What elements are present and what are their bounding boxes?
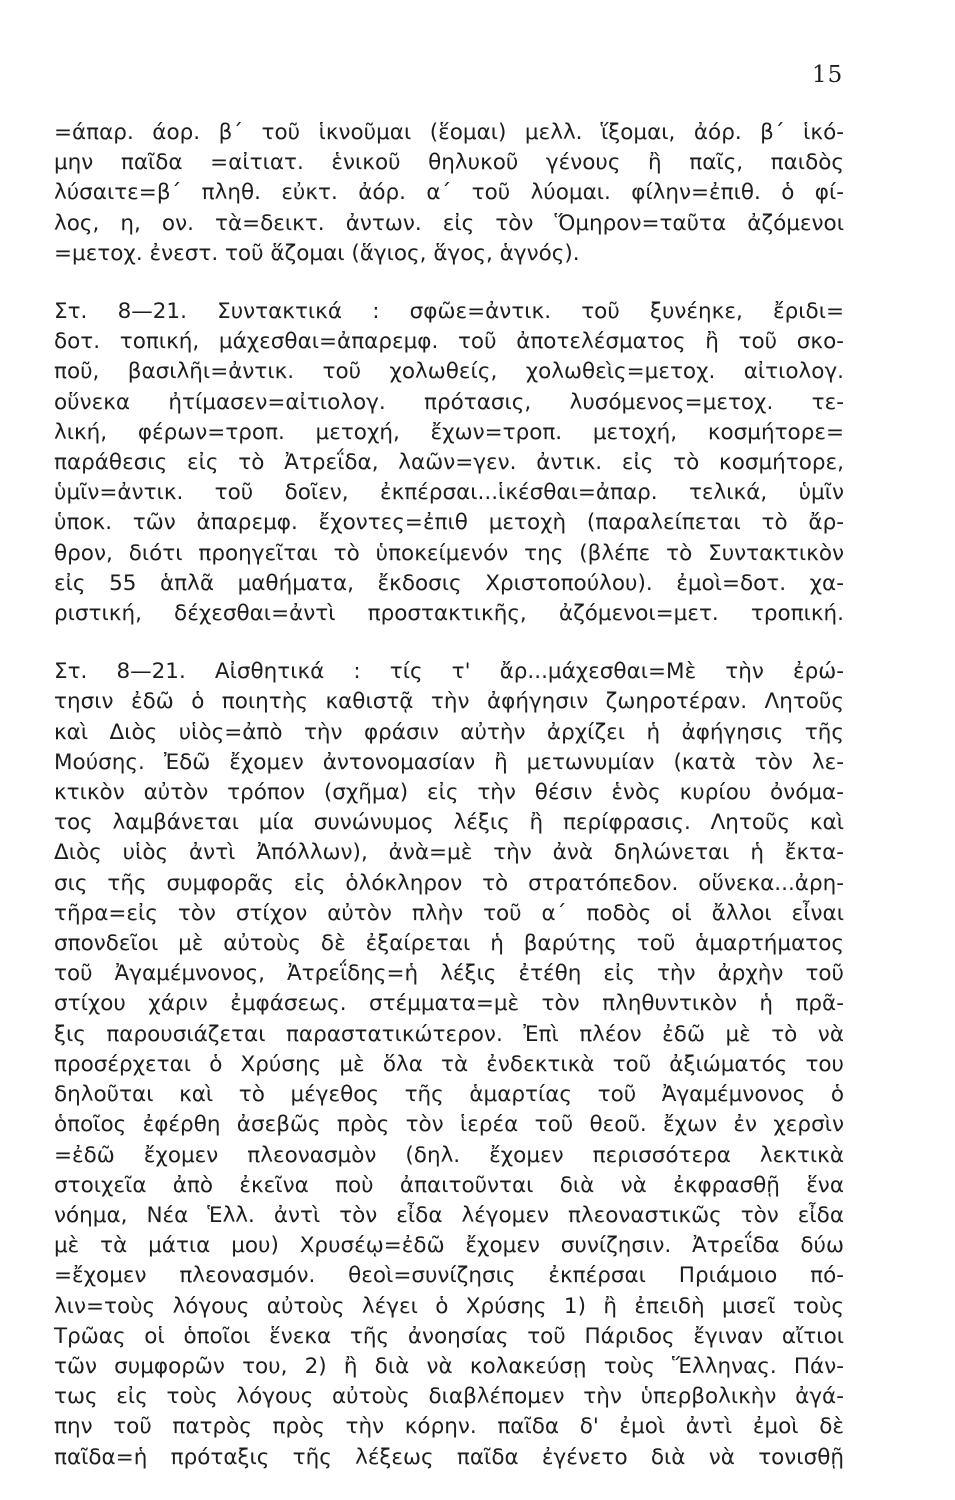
paragraph-syntactic <box>54 297 844 629</box>
text-line: κτικὸν αὐτὸν τρόπον (σχῆμα) εἰς τὴν θέσιν ἑνὸς κυρίου ὀνόμα- <box>54 780 844 806</box>
text-line: λος, η, ον. τὰ=δεικτ. ἀντων. εἰς τὸν Ὅμηρον=ταῦτα ἀζόμενοι <box>54 210 844 236</box>
text-line: προσέρχεται ὁ Χρύσης μὲ ὅλα τὰ ἐνδεκτικὰ τοῦ ἀξιώματός του <box>54 1051 844 1077</box>
text-line: =μετοχ. ἐνεστ. τοῦ ἅζομαι (ἅγιος, ἅγος, ἁγνός). <box>54 240 580 266</box>
text-line: εἰς 55 ἁπλᾶ μαθήματα, ἔκδοσις Χριστοπούλου). ἐμοὶ=δοτ. χα- <box>54 570 844 596</box>
text-line: λύσαιτε=β΄ πληθ. εὐκτ. ἀόρ. α΄ τοῦ λύομαι. φίλην=ἐπιθ. ὁ φί- <box>54 180 844 206</box>
text-line: ὑποκ. τῶν ἀπαρεμφ. ἔχοντες=ἐπιθ μετοχὴ (παραλείπεται τὸ ἄρ- <box>54 510 844 536</box>
text-line: Στ. 8—21. Συντακτικά : σφῶε=ἀντικ. τοῦ ξυνέηκε, ἔριδι= <box>54 299 844 325</box>
body-text <box>54 118 844 1473</box>
text-line: οὕνεκα ἠτίμασεν=αἰτιολογ. πρότασις, λυσόμενος=μετοχ. τε- <box>54 389 844 415</box>
text-line: καὶ Διὸς υἱὸς=ἀπὸ τὴν φράσιν αὐτὴν ἀρχίζει ἡ ἀφήγησις τῆς <box>54 719 844 745</box>
text-line: τοῦ Ἀγαμέμνονος, Ἀτρεΐδης=ἡ λέξις ἐτέθη εἰς τὴν ἀρχὴν τοῦ <box>54 961 844 987</box>
text-line: μην παῖδα =αἰτιατ. ἑνικοῦ θηλυκοῦ γένους ἢ παῖς, παιδὸς <box>54 150 844 176</box>
text-line: Μούσης. Ἐδῶ ἔχομεν ἀντονομασίαν ἢ μετωνυμίαν (κατὰ τὸν λε- <box>54 749 844 775</box>
text-line: ὑμῖν=ἀντικ. τοῦ δοῖεν, ἐκπέρσαι...ἱκέσθαι=ἀπαρ. τελικά, ὑμῖν <box>54 480 844 506</box>
text-line: =ἐδῶ ἔχομεν πλεονασμὸν (δηλ. ἔχομεν περισσότερα λεκτικὰ <box>54 1142 844 1168</box>
text-line: νόημα, Νέα Ἑλλ. ἀντὶ τὸν εἶδα λέγομεν πλεοναστικῶς τὸν εἶδα <box>54 1202 844 1228</box>
text-line: τος λαμβάνεται μία συνώνυμος λέξις ἢ περίφρασις. Λητοῦς καὶ <box>54 810 844 836</box>
text-line: σπονδεῖοι μὲ αὐτοὺς δὲ ἐξαίρεται ἡ βαρύτης τοῦ ἁμαρτήματος <box>54 931 844 957</box>
text-line: σις τῆς συμφορᾶς εἰς ὁλόκληρον τὸ στρατόπεδον. οὕνεκα...ἀρη- <box>54 870 844 896</box>
text-line: παῖδα=ἡ πρόταξις τῆς λέξεως παῖδα ἐγένετο διὰ νὰ τονισθῇ <box>54 1444 844 1470</box>
text-line: πην τοῦ πατρὸς πρὸς τὴν κόρην. παῖδα δ' ἐμοὶ ἀντὶ ἐμοὶ δὲ <box>54 1414 844 1440</box>
text-line: μὲ τὰ μάτια μου) Χρυσέῳ=ἐδῶ ἔχομεν συνίζησιν. Ἀτρεΐδα δύω <box>54 1233 844 1259</box>
text-line: στίχου χάριν ἐμφάσεως. στέμματα=μὲ τὸν πληθυντικὸν ἡ πρᾶ- <box>54 991 844 1017</box>
text-line: ριστική, δέχεσθαι=ἀντὶ προστακτικῆς, ἀζόμενοι=μετ. τροπική. <box>54 601 844 627</box>
text-line: Τρῶας οἱ ὁποῖοι ἕνεκα τῆς ἀνοησίας τοῦ Πάριδος ἔγιναν αἴτιοι <box>54 1323 844 1349</box>
text-line: Διὸς υἱὸς ἀντὶ Ἀπόλλων), ἀνὰ=μὲ τὴν ἀνὰ δηλώνεται ἡ ἔκτα- <box>54 840 844 866</box>
text-line: δοτ. τοπική, μάχεσθαι=ἀπαρεμφ. τοῦ ἀποτελέσματος ἢ τοῦ σκο- <box>54 329 844 355</box>
paragraph-vocabulary <box>54 118 844 269</box>
text-line: λιν=τοὺς λόγους αὐτοὺς λέγει ὁ Χρύσης 1) ἢ ἐπειδὴ μισεῖ τοὺς <box>54 1293 844 1319</box>
text-line: τῶν συμφορῶν του, 2) ἢ διὰ νὰ κολακεύσῃ τοὺς Ἕλληνας. Πάν- <box>54 1353 844 1379</box>
text-line: θρον, διότι προηγεῖται τὸ ὑποκείμενόν της (βλέπε τὸ Συντακτικὸν <box>54 540 844 566</box>
text-line: στοιχεῖα ἀπὸ ἐκεῖνα ποὺ ἀπαιτοῦνται διὰ νὰ ἐκφρασθῇ ἕνα <box>54 1172 844 1198</box>
text-line: ξις παρουσιάζεται παραστατικώτερον. Ἐπὶ πλέον ἐδῶ μὲ τὸ νὰ <box>54 1021 844 1047</box>
paragraph-aesthetic <box>54 657 844 1472</box>
text-line: ποῦ, βασιλῆι=ἀντικ. τοῦ χολωθείς, χολωθεὶς=μετοχ. αἰτιολογ. <box>54 359 844 385</box>
text-line: ὁποῖος ἐφέρθη ἀσεβῶς πρὸς τὸν ἱερέα τοῦ θεοῦ. ἔχων ἐν χερσὶν <box>54 1112 844 1138</box>
text-line: δηλοῦται καὶ τὸ μέγεθος τῆς ἁμαρτίας τοῦ Ἀγαμέμνονος ὁ <box>54 1082 844 1108</box>
text-line: τως εἰς τοὺς λόγους αὐτοὺς διαβλέπομεν τὴν ὑπερβολικὴν ἀγά- <box>54 1384 844 1410</box>
text-line: τησιν ἐδῶ ὁ ποιητὴς καθιστᾷ τὴν ἀφήγησιν ζωηροτέραν. Λητοῦς <box>54 689 844 715</box>
page-number: 15 <box>812 62 844 88</box>
text-line: =άπαρ. άορ. β΄ τοῦ ἱκνοῦμαι (ἕομαι) μελλ. ἵξομαι, ἀόρ. β΄ ἱκό- <box>54 120 844 145</box>
text-line: λική, φέρων=τροπ. μετοχή, ἔχων=τροπ. μετοχή, κοσμήτορε= <box>54 419 844 445</box>
text-line: παράθεσις εἰς τὸ Ἀτρεΐδα, λαῶν=γεν. ἀντικ. εἰς τὸ κοσμήτορε, <box>54 450 844 476</box>
text-line: τῆρα=εἰς τὸν στίχον αὐτὸν πλὴν τοῦ α΄ ποδὸς οἱ ἄλλοι εἶναι <box>54 900 844 926</box>
text-line: Στ. 8—21. Αἰσθητικά : τίς τ' ἄρ...μάχεσθαι=Μὲ τὴν ἐρώ- <box>54 659 844 685</box>
text-line: =ἔχομεν πλεονασμόν. θεοὶ=συνίζησις ἐκπέρσαι Πριάμοιο πό- <box>54 1263 844 1289</box>
